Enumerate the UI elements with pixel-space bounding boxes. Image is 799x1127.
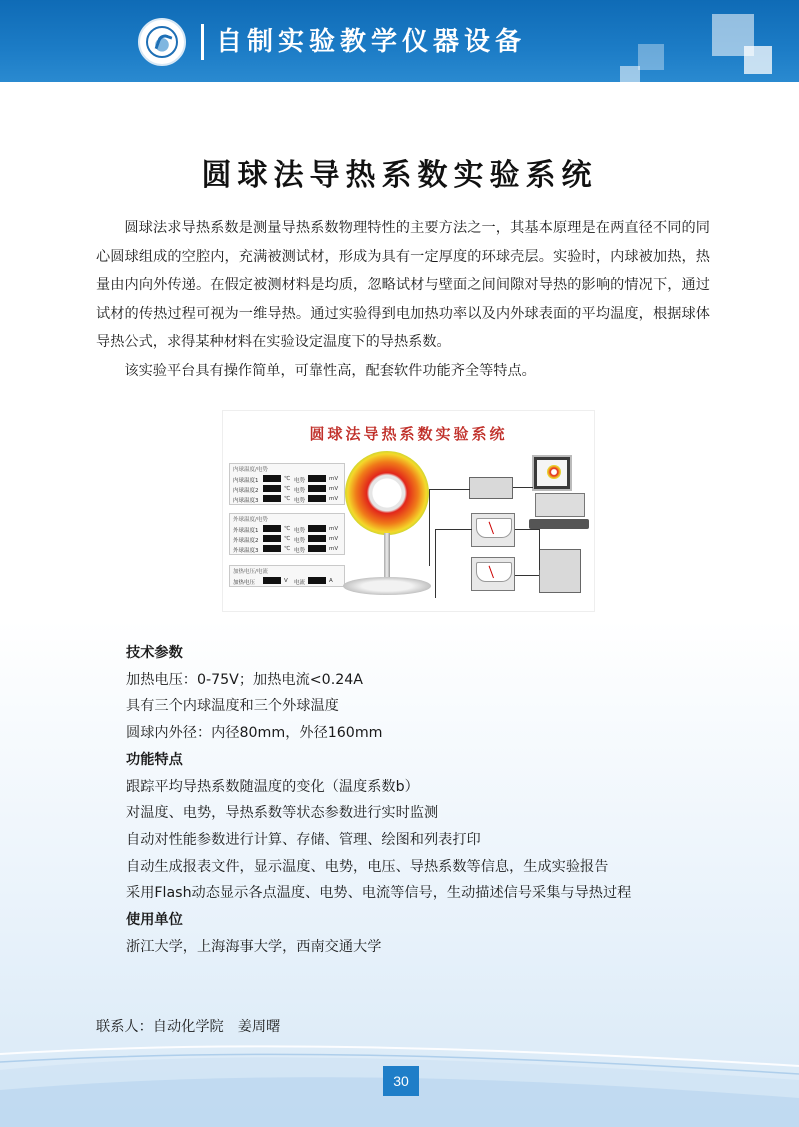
readout-display <box>263 545 281 552</box>
panel-heading: 外球温度/电势 <box>233 517 268 523</box>
computer-monitor-icon <box>532 455 572 491</box>
row-label: 内球温度2 <box>233 488 259 494</box>
row-unit2: mV <box>329 546 339 552</box>
wire <box>515 575 539 577</box>
readout-display <box>308 475 326 482</box>
row-unit: V <box>284 578 288 584</box>
specs-section <box>126 640 726 960</box>
panel-heading: 内球温度/电势 <box>233 467 268 473</box>
tech-item: 具有三个内球温度和三个外球温度 <box>126 698 339 715</box>
row-label: 外球温度3 <box>233 548 259 554</box>
tech-heading: 技术参数 <box>126 645 183 661</box>
panel-row <box>230 484 344 494</box>
readout-display <box>263 535 281 542</box>
tech-item: 圆球内外径：内径80mm，外径160mm <box>126 725 383 742</box>
header-title: 自制实验教学仪器设备 <box>216 27 527 57</box>
row-unit: ℃ <box>284 496 291 502</box>
panel-row <box>230 544 344 554</box>
system-diagram <box>222 410 595 612</box>
panel-row <box>230 576 344 586</box>
wire <box>513 487 533 489</box>
sphere-base <box>343 577 431 595</box>
row-unit2: mV <box>329 486 339 492</box>
intro-text <box>96 214 710 385</box>
row-unit: ℃ <box>284 476 291 482</box>
wire <box>515 529 540 570</box>
outer-sphere-panel <box>229 513 345 555</box>
readout-display <box>263 577 281 584</box>
readout-display <box>308 577 326 584</box>
contact-label: 联系人：自动化学院 <box>96 1019 224 1035</box>
row-label2: 电势 <box>294 538 306 544</box>
keyboard-icon <box>529 519 589 529</box>
university-logo <box>138 18 186 66</box>
feature-item: 采用Flash动态显示各点温度、电势、电流等信号，生动描述信号采集与导热过程 <box>126 885 632 902</box>
row-unit: ℃ <box>284 486 291 492</box>
intro-paragraph: 该实验平台具有操作简单，可靠性高，配套软件功能齐全等特点。 <box>124 362 536 379</box>
page-header <box>0 0 799 82</box>
row-label: 内球温度1 <box>233 478 259 484</box>
tech-item: 加热电压：0-75V；加热电流<0.24A <box>126 671 363 688</box>
document-title: 圆球法导热系数实验系统 <box>201 158 598 193</box>
row-unit: ℃ <box>284 546 291 552</box>
users-heading: 使用单位 <box>126 912 183 929</box>
feature-item: 自动生成报表文件，显示温度、电势，电压、导热系数等信息，生成实验报告 <box>126 858 609 875</box>
row-unit2: mV <box>329 476 339 482</box>
power-supply-icon <box>469 477 513 499</box>
row-unit2: mV <box>329 526 339 532</box>
readout-display <box>263 495 281 502</box>
contact-line <box>96 1014 280 1040</box>
row-label: 内球温度3 <box>233 498 259 504</box>
row-label2: 电势 <box>294 498 306 504</box>
header-divider <box>201 24 204 60</box>
row-unit2: mV <box>329 496 339 502</box>
row-label2: 电势 <box>294 548 306 554</box>
row-label: 外球温度1 <box>233 528 259 534</box>
row-label2: 电势 <box>294 528 306 534</box>
logo-emblem-icon <box>146 26 178 58</box>
readout-display <box>308 535 326 542</box>
row-label2: 电势 <box>294 478 306 484</box>
regulator-icon <box>539 549 581 593</box>
row-label2: 电势 <box>294 488 306 494</box>
panel-row <box>230 494 344 504</box>
readout-display <box>263 475 281 482</box>
row-unit2: A <box>329 578 333 584</box>
panel-row <box>230 524 344 534</box>
sphere-heatmap-icon <box>345 451 429 535</box>
decor-square <box>638 44 664 70</box>
row-label: 加热电压 <box>233 580 256 586</box>
readout-display <box>308 485 326 492</box>
row-label: 外球温度2 <box>233 538 259 544</box>
decor-square <box>744 46 772 74</box>
inner-sphere-panel <box>229 463 345 505</box>
feature-item: 跟踪平均导热系数随温度的变化（温度系数b） <box>126 778 419 795</box>
row-unit: ℃ <box>284 526 291 532</box>
voltmeter-icon <box>471 513 515 547</box>
diagram-title: 圆球法导热系数实验系统 <box>309 425 508 443</box>
computer-case-icon <box>535 493 585 517</box>
readout-display <box>308 525 326 532</box>
users-text: 浙江大学，上海海事大学，西南交通大学 <box>126 938 382 955</box>
heating-panel <box>229 565 345 587</box>
panel-row <box>230 534 344 544</box>
readout-display <box>263 525 281 532</box>
row-unit2: mV <box>329 536 339 542</box>
ammeter-icon <box>471 557 515 591</box>
intro-paragraph: 圆球法求导热系数是测量导热系数物理特性的主要方法之一，其基本原理是在两直径不同的同心圆球组成的空腔内，充满被测试材，形成为具有一定厚度的环球壳层。实验时，内球被加热，热量由内向外传递。在假定被测材料是均质，忽略试材与壁面之间间隙对导热的影响的情况下，通过试材的传热过程可视为一维导热。通过实验得到电加热功率以及内外球表面的平均温度，根据球体导热公式，求得某种材料在实验设定温度下的导热系数。 <box>96 220 710 350</box>
row-label2: 电流 <box>294 580 306 586</box>
panel-heading: 加热电压/电流 <box>233 569 268 575</box>
page-number: 30 <box>383 1066 419 1096</box>
row-unit: ℃ <box>284 536 291 542</box>
readout-display <box>308 545 326 552</box>
decor-square <box>620 66 640 82</box>
readout-display <box>308 495 326 502</box>
feature-item: 对温度、电势，导热系数等状态参数进行实时监测 <box>126 805 439 822</box>
wire <box>435 529 472 598</box>
feature-item: 自动对性能参数进行计算、存储、管理、绘图和列表打印 <box>126 831 481 848</box>
readout-display <box>263 485 281 492</box>
features-heading: 功能特点 <box>126 751 183 768</box>
panel-row <box>230 474 344 484</box>
contact-name: 姜周曙 <box>237 1019 281 1035</box>
